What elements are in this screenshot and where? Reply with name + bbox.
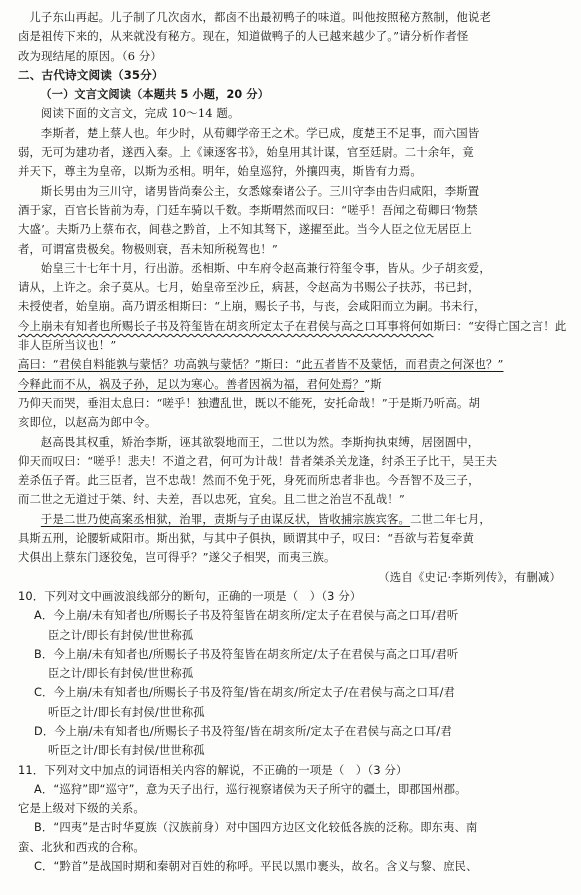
previous-question-tail (18, 8, 567, 66)
question-stem: 11．下列对文中加点的词语相关内容的解说，不正确的一项是（ ）（3 分） (18, 762, 408, 777)
text-line: 并天下，尊主为皇帝，以斯为丞相。明年，始皇巡狩，外攘四夷，斯皆有力焉。 (18, 164, 422, 179)
text-line: 李斯者，楚上蔡人也。年少时，从荀卿学帝王之术。学已成，度楚王不足事，而六国皆 (40, 125, 480, 140)
text-line: 而二世之无道过于桀、纣、夫差，吾以忠死，宜矣。且二世之治岂不乱哉！” (18, 492, 405, 507)
option-b-cont: 蛮、北狄和西戎的合称。 (18, 839, 145, 854)
text-line (18, 355, 567, 374)
text-line: 始皇三十七年十月，行出游。丞相斯、中车府令赵高兼行符玺令事，皆从。少子胡亥爱， (40, 260, 491, 275)
text-line: 未授使者，始皇崩。高乃谓丞相斯曰：“上崩，赐长子书，与丧，会咸阳而立为嗣。书未行， (18, 299, 486, 314)
underlined-sentence: 今释此而不从，祸及子孙，足以为寒心。善者因祸为福，君何处焉？ (18, 376, 365, 391)
text-span: 斯曰：“安得亡国之言！此非人臣所当议也！” (18, 318, 567, 353)
passage (18, 124, 567, 587)
question-10 (18, 587, 567, 761)
option-a-cont: 臣之计/即长有封侯/世世称孤 (48, 628, 194, 642)
wavy-underlined-sentence: 今上崩未有知者也所赐长子书及符玺皆在胡亥所定太子在君侯与高之口耳事将何如 (18, 318, 434, 333)
text-line: 赵高畏其权重，矫治李斯，诬其欲裂地而王，二世以为然。李斯拘执束缚，居囹圄中， (40, 434, 480, 449)
text-line: 儿子东山再起。儿子制了几次卤水，都卤不出最初鸭子的味道。叫他按照秘方熬制，他说老 (29, 10, 492, 24)
text-line: 请从，上许之。余子莫从。七月，始皇帝至沙丘，病甚，令赵高为书赐公子扶苏，书已封， (18, 280, 480, 295)
option-b-cont: 臣之计/即长有封侯/世世称孤 (48, 667, 194, 681)
question-11 (18, 761, 567, 877)
option-c: C．“黔首”是战国时期和秦朝对百姓的称呼。平民以黑巾裹头，故名。含义与黎、庶民、 (34, 860, 478, 874)
text-line: 仰天而叹曰：“嗟乎！悲夫！不道之君，何可为计哉！昔者桀杀关龙逢，纣杀王子比干，吴王夫 (18, 453, 498, 468)
text-line: 大盛’。夫斯乃上蔡布衣，闾巷之黔首，上不知其驽下，遂擢至此。当今人臣之位无居臣上 (18, 222, 472, 237)
underlined-sentence: 高曰：“君侯自料能孰与蒙恬？功高孰与蒙恬？”斯曰：“此五者皆不及蒙恬，而君责之何深也？” (18, 357, 504, 372)
text-line: 差杀伍子胥。此三臣者，岂不忠哉！然而不免于死，身死而所忠者非也。今吾智不及三子， (18, 473, 480, 488)
option-a-cont: 它是上级对下级的关系。 (18, 801, 145, 816)
text-line (18, 375, 567, 394)
option-a: A．今上崩/未有知者也/所赐长子书及符玺皆在胡亥所/定太子在君侯与高之口耳/君听 (34, 609, 459, 623)
option-c-cont: 听臣之计/即长有封侯/世世称孤 (48, 705, 205, 719)
section-title: 二、古代诗文阅读（35分） (18, 67, 164, 82)
option-d-cont: 听臣之计/即长有封侯/世世称孤 (48, 744, 205, 758)
text-line: 弱，无可为建功者，遂西入秦。上《谏逐客书》，始皇用其计谋，官至廷尉。二十余年，竟 (18, 145, 474, 160)
text-span: 二世二年七月， (410, 511, 491, 526)
text-line: 酒于家，百官长皆前为寿，门廷车骑以千数。李斯喟然而叹曰：“嗟乎！吾闻之荀卿曰‘物禁 (18, 202, 478, 217)
text-line: 乃仰天而哭，垂泪太息曰：“嗟乎！独遭乱世，既以不能死，安托命哉！”于是斯乃听高。胡 (18, 395, 481, 410)
question-stem: 10．下列对文中画波浪线部分的断句，正确的一项是（ ）（3 分） (18, 588, 362, 603)
subsection-title: （一）文言文阅读（本题共 5 小题，20 分） (40, 88, 270, 102)
option-d: D．今上崩/未有知者也/所赐长子书及符玺/皆在胡亥所/定太子在君侯与高之口耳/君 (34, 724, 452, 738)
option-c: C．今上崩/未有知者也/所赐长子书及符玺/皆在胡亥/所定太子/在君侯与高之口耳/君 (34, 686, 455, 700)
option-a: A．“巡狩”即“巡守”，意为天子出行，巡行视察诸侯为天子所守的疆土，即郡国州郡。 (34, 782, 467, 796)
instruction: 阅读下面的文言文，完成 10～14 题。 (40, 106, 240, 121)
text-line: 亥即位，以赵高为郎中令。 (18, 415, 157, 430)
text-line (18, 510, 567, 529)
text-line: 改为现结尾的原因。（6 分） (18, 48, 162, 63)
text-line (18, 317, 567, 356)
text-line: 者，可谓富贵极矣。物极则衰，吾未知所税驾也！” (18, 241, 278, 256)
text-line: 犬俱出上蔡东门逐狡兔，岂可得乎？”遂父子相哭，而夷三族。 (18, 550, 336, 565)
text-line: 斯长男由为三川守，诸男皆尚秦公主，女悉嫁秦诸公子。三川守李由告归咸阳，李斯置 (40, 183, 480, 198)
passage-source: （选自《史记·李斯列传》，有删减） (378, 569, 561, 584)
option-b: B．“四夷”是古时华夏族（汉族前身）对中国四方边区文化较低各族的泛称。即东夷、南 (34, 821, 478, 835)
text-line: 具斯五刑，论腰斩咸阳市。斯出狱，与其中子俱执，顾谓其中子，叹曰：“吾欲与若复牵黄 (18, 531, 475, 546)
underlined-sentence: 于是二世乃使高案丞相狱，治罪，责斯与子由谋反状，皆收捕宗族宾客。 (40, 511, 411, 526)
option-b: B．今上崩/未有知者也/所赐长子书及符玺皆在胡亥所定/太子在君侯与高之口耳/君听 (34, 647, 459, 661)
text-line: 卤是祖传下来的，从来就没有秘方。现在，知道做鸭子的人已越来越少了。”请分析作者怪 (18, 29, 469, 44)
text-span: ”斯 (364, 376, 382, 391)
